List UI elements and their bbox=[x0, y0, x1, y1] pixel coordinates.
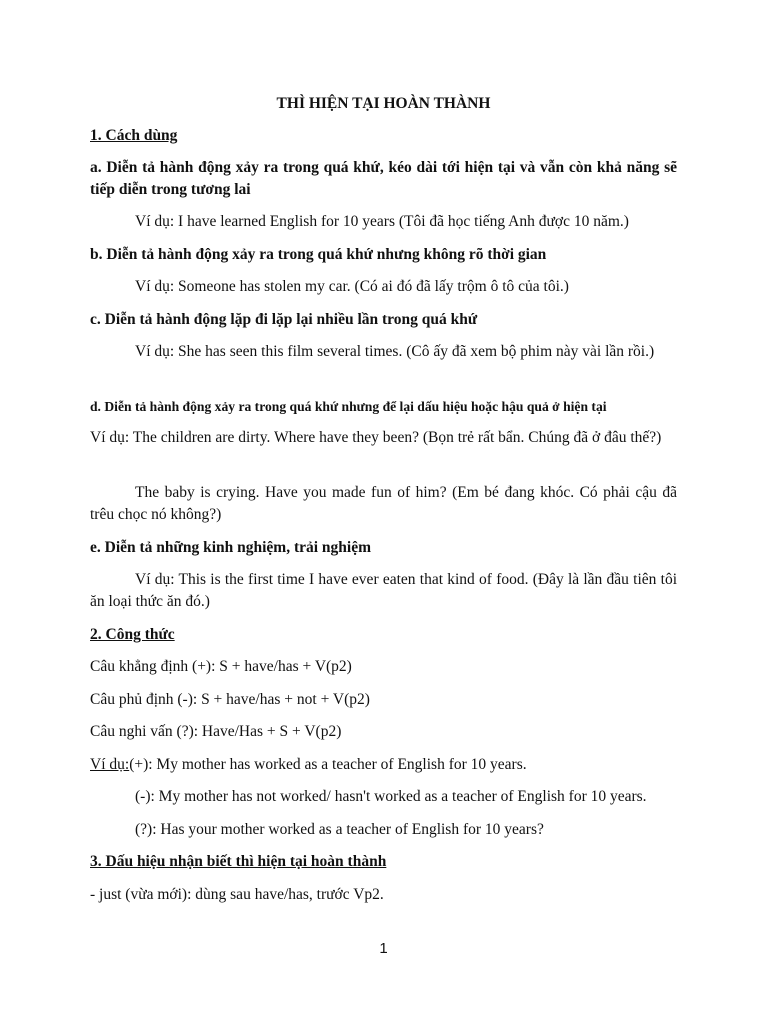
usage-a-example: Ví dụ: I have learned English for 10 years (Tôi đã học tiếng Anh được 10 năm.) bbox=[135, 213, 629, 230]
usage-c-heading: c. Diễn tả hành động lặp đi lặp lại nhiều lần trong quá khứ bbox=[90, 311, 478, 328]
affirmative-formula: Câu khẳng định (+): S + have/has + V(p2) bbox=[90, 658, 352, 675]
sign-just: - just (vừa mới): dùng sau have/has, trước Vp2. bbox=[90, 886, 384, 903]
usage-d-example-1: Ví dụ: The children are dirty. Where have they been? (Bọn trẻ rất bẩn. Chúng đã ở đâu thế?) bbox=[90, 429, 662, 446]
example-affirmative: (+): My mother has worked as a teacher of English for 10 years. bbox=[129, 756, 527, 773]
negative-formula: Câu phủ định (-): S + have/has + not + V(p2) bbox=[90, 691, 370, 708]
usage-b-heading: b. Diễn tả hành động xảy ra trong quá khứ nhưng không rõ thời gian bbox=[90, 246, 547, 263]
document-title: THÌ HIỆN TẠI HOÀN THÀNH bbox=[276, 95, 491, 112]
formula-heading: 2. Công thức bbox=[90, 626, 175, 643]
example-negative: (-): My mother has not worked/ hasn't worked as a teacher of English for 10 years. bbox=[135, 788, 647, 805]
usage-b-example: Ví dụ: Someone has stolen my car. (Có ai đó đã lấy trộm ô tô của tôi.) bbox=[135, 278, 569, 295]
question-formula: Câu nghi vấn (?): Have/Has + S + V(p2) bbox=[90, 723, 342, 740]
document-page bbox=[90, 0, 677, 1024]
usage-e-heading: e. Diễn tả những kinh nghiệm, trải nghiệm bbox=[90, 539, 372, 556]
example-label: Ví dụ: bbox=[90, 756, 130, 773]
page-number: 1 bbox=[379, 940, 388, 957]
usage-c-example: Ví dụ: She has seen this film several times. (Cô ấy đã xem bộ phim này vài lần rồi.) bbox=[135, 343, 655, 360]
example-affirmative-row bbox=[90, 754, 677, 776]
example-question: (?): Has your mother worked as a teacher of English for 10 years? bbox=[135, 821, 544, 838]
signs-heading: 3. Dấu hiệu nhận biết thì hiện tại hoàn thành bbox=[90, 853, 387, 870]
usage-heading: 1. Cách dùng bbox=[90, 127, 178, 144]
usage-d-heading: d. Diễn tả hành động xảy ra trong quá khứ nhưng để lại dấu hiệu hoặc hậu quả ở hiện tại bbox=[90, 399, 607, 414]
usage-d-example-2: The baby is crying. Have you made fun of him? (Em bé đang khóc. Có phải cậu đã trêu chọc nó không?) bbox=[90, 484, 677, 523]
usage-a-heading: a. Diễn tả hành động xảy ra trong quá khứ, kéo dài tới hiện tại và vẫn còn khả năng sẽ tiếp diễn trong tương lai bbox=[90, 159, 677, 198]
usage-e-example: Ví dụ: This is the first time I have ever eaten that kind of food. (Đây là lần đầu tiên tôi ăn loại thức ăn đó.) bbox=[90, 571, 677, 610]
